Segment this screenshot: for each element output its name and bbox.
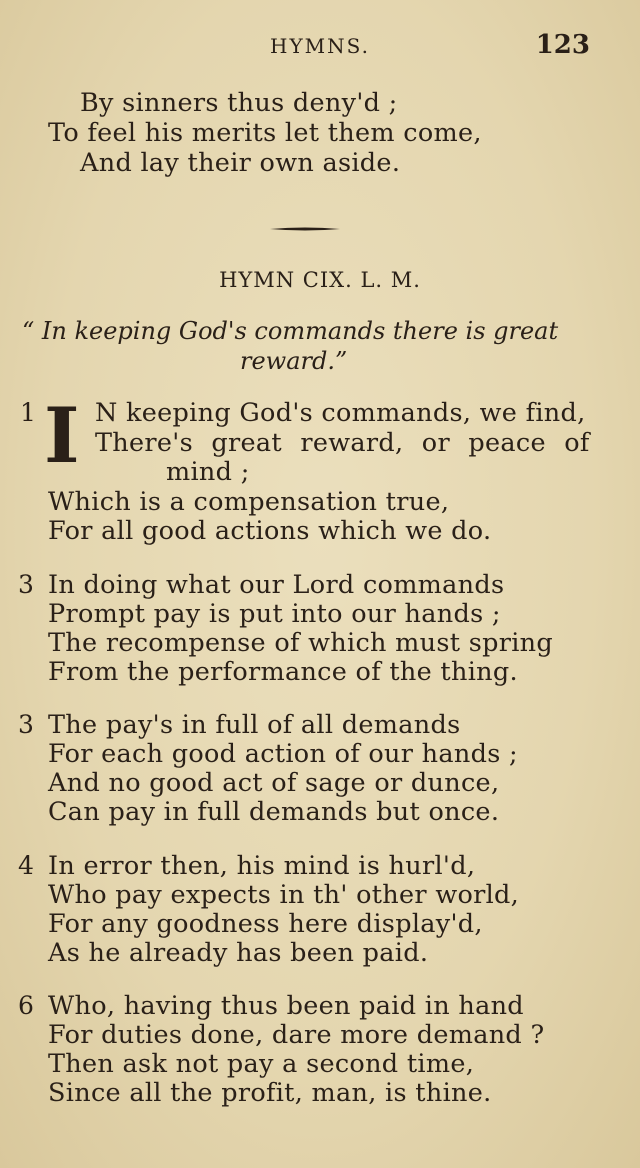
verse-line: Who, having thus been paid in hand [48,991,524,1021]
continuation-line: To feel his merits let them come, [48,118,482,148]
verse-line: There's great reward, or peace of [95,428,590,458]
epigraph-line: reward.” [240,347,348,375]
verse-line: The recompense of which must spring [48,628,553,658]
verse-line: As he already has been paid. [48,938,429,968]
verse-number: 1 [20,398,36,427]
verse-line: Since all the profit, man, is thine. [48,1078,492,1108]
hymn-title: HYMN CIX. L. M. [219,268,421,292]
verse-line: Which is a compensation true, [48,487,450,517]
verse-line: For all good actions which we do. [48,516,492,546]
verse-line: The pay's in full of all demands [48,710,461,740]
epigraph-line: “ In keeping God's commands there is great [22,317,559,345]
running-head: HYMNS. [270,34,370,58]
verse-number: 3 [18,570,34,599]
verse-line: Then ask not pay a second time, [48,1049,475,1079]
drop-cap: I [44,391,80,480]
verse-line: Prompt pay is put into our hands ; [48,599,501,629]
verse-line: For duties done, dare more demand ? [48,1020,545,1050]
verse-line: From the performance of the thing. [48,657,518,687]
verse-line: Can pay in full demands but once. [48,797,500,827]
continuation-line: And lay their own aside. [80,148,401,178]
verse-line: And no good act of sage or dunce, [48,768,500,798]
verse-line: mind ; [166,457,250,487]
page-number: 123 [535,30,590,60]
verse-number: 4 [18,851,34,880]
verse-line: In error then, his mind is hurl'd, [48,851,476,881]
verse-line: N keeping God's commands, we find, [95,398,586,428]
verse-number: 6 [18,991,34,1020]
verse-number: 3 [18,710,34,739]
ornamental-rule [270,226,340,232]
verse-line: In doing what our Lord commands [48,570,505,600]
verse-line: Who pay expects in th' other world, [48,880,520,910]
continuation-line: By sinners thus deny'd ; [80,88,398,118]
verse-line: For each good action of our hands ; [48,739,518,769]
verse-line: For any goodness here display'd, [48,909,483,939]
